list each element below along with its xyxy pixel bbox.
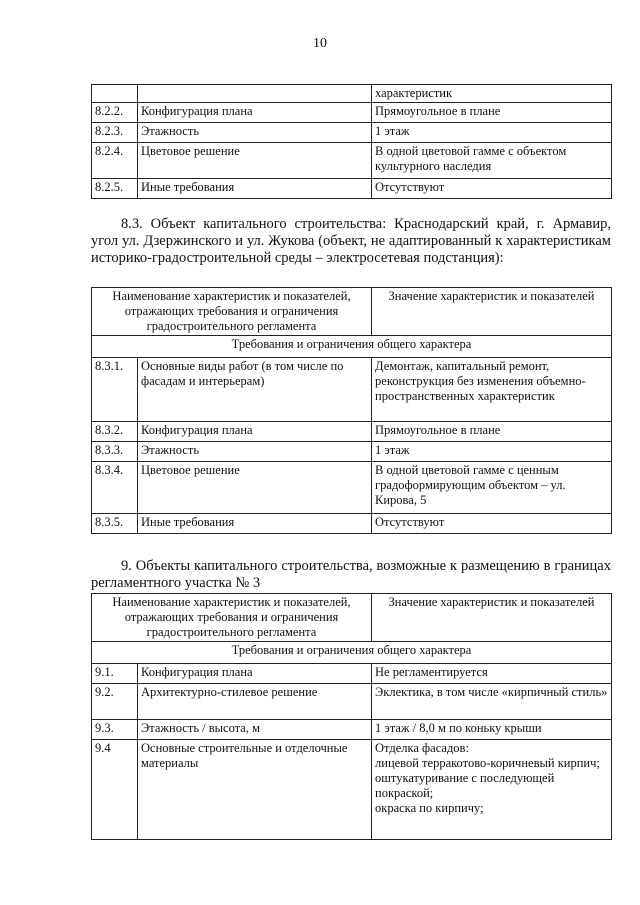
row-name: Этажность — [138, 442, 372, 462]
table-row — [92, 740, 612, 840]
table-row — [92, 179, 612, 199]
row-name: Этажность / высота, м — [138, 720, 372, 740]
row-number: 8.3.4. — [92, 462, 138, 514]
row-value: Демонтаж, капитальный ремонт, реконструкция без изменения объемно-пространственных характеристик — [372, 358, 612, 422]
section-row — [92, 642, 612, 664]
section-title: Требования и ограничения общего характера — [92, 642, 612, 664]
table-8-3 — [91, 287, 612, 534]
row-number: 8.2.2. — [92, 103, 138, 123]
header-values: Значение характеристик и показателей — [372, 288, 612, 336]
row-value: 1 этаж / 8,0 м по коньку крыши — [372, 720, 612, 740]
table-row — [92, 103, 612, 123]
row-value: В одной цветовой гамме с объектом культурного наследия — [372, 143, 612, 179]
value-line: оштукатуривание с последующей покраской; — [375, 771, 555, 800]
table-row — [92, 358, 612, 422]
value-line: лицевой терракотово-коричневый кирпич; — [375, 756, 600, 770]
table-row — [92, 462, 612, 514]
table-row — [92, 720, 612, 740]
row-name: Цветовое решение — [138, 143, 372, 179]
row-value: В одной цветовой гамме с ценным градоформирующим объектом – ул. Кирова, 5 — [372, 462, 612, 514]
row-name: Цветовое решение — [138, 462, 372, 514]
row-value: 1 этаж — [372, 442, 612, 462]
table-row — [92, 684, 612, 720]
row-name: Основные строительные и отделочные материалы — [138, 740, 372, 840]
table-row — [92, 422, 612, 442]
value-line: окраска по кирпичу; — [375, 801, 484, 815]
row-value: Не регламентируется — [372, 664, 612, 684]
header-characteristics: Наименование характеристик и показателей, отражающих требования и ограничения градостроительного регламента — [92, 288, 372, 336]
header-characteristics: Наименование характеристик и показателей, отражающих требования и ограничения градостроительного регламента — [92, 594, 372, 642]
table-row — [92, 514, 612, 534]
header-values: Значение характеристик и показателей — [372, 594, 612, 642]
table-row — [92, 664, 612, 684]
table-row — [92, 442, 612, 462]
row-number: 8.2.3. — [92, 123, 138, 143]
row-value: 1 этаж — [372, 123, 612, 143]
row-name: Этажность — [138, 123, 372, 143]
table-header-row — [92, 288, 612, 336]
row-value — [372, 740, 612, 840]
row-value: Отсутствуют — [372, 179, 612, 199]
row-name: Иные требования — [138, 179, 372, 199]
row-value: Отсутствуют — [372, 514, 612, 534]
row-name: Конфигурация плана — [138, 422, 372, 442]
table-header-row — [92, 594, 612, 642]
row-number: 9.4 — [92, 740, 138, 840]
paragraph-9: 9. Объекты капитального строительства, возможные к размещению в границах регламентного участка № 3 — [91, 558, 611, 591]
section-title: Требования и ограничения общего характера — [92, 336, 612, 358]
row-value: Эклектика, в том числе «кирпичный стиль» — [372, 684, 612, 720]
row-number: 8.2.5. — [92, 179, 138, 199]
table-8-2 — [91, 84, 612, 199]
row-name: Архитектурно-стилевое решение — [138, 684, 372, 720]
table-9 — [91, 593, 612, 840]
row-name — [138, 85, 372, 103]
table-row — [92, 85, 612, 103]
section-row — [92, 336, 612, 358]
table-row — [92, 123, 612, 143]
row-value: Прямоугольное в плане — [372, 103, 612, 123]
row-number — [92, 85, 138, 103]
row-number: 9.2. — [92, 684, 138, 720]
row-number: 8.3.1. — [92, 358, 138, 422]
row-name: Конфигурация плана — [138, 664, 372, 684]
page-number: 10 — [313, 36, 327, 51]
row-name: Конфигурация плана — [138, 103, 372, 123]
row-number: 8.2.4. — [92, 143, 138, 179]
row-value: характеристик — [372, 85, 612, 103]
row-number: 8.3.5. — [92, 514, 138, 534]
row-number: 9.1. — [92, 664, 138, 684]
table-row — [92, 143, 612, 179]
row-number: 8.3.2. — [92, 422, 138, 442]
row-name: Иные требования — [138, 514, 372, 534]
row-number: 8.3.3. — [92, 442, 138, 462]
row-value: Прямоугольное в плане — [372, 422, 612, 442]
value-line: Отделка фасадов: — [375, 741, 469, 755]
paragraph-8-3: 8.3. Объект капитального строительства: Краснодарский край, г. Армавир, угол ул. Дзержинского и ул. Жукова (объект, не адаптированный к характеристикам историко-градостроительной среды – электросетевая подстанция): — [91, 216, 611, 266]
row-number: 9.3. — [92, 720, 138, 740]
row-name: Основные виды работ (в том числе по фасадам и интерьерам) — [138, 358, 372, 422]
